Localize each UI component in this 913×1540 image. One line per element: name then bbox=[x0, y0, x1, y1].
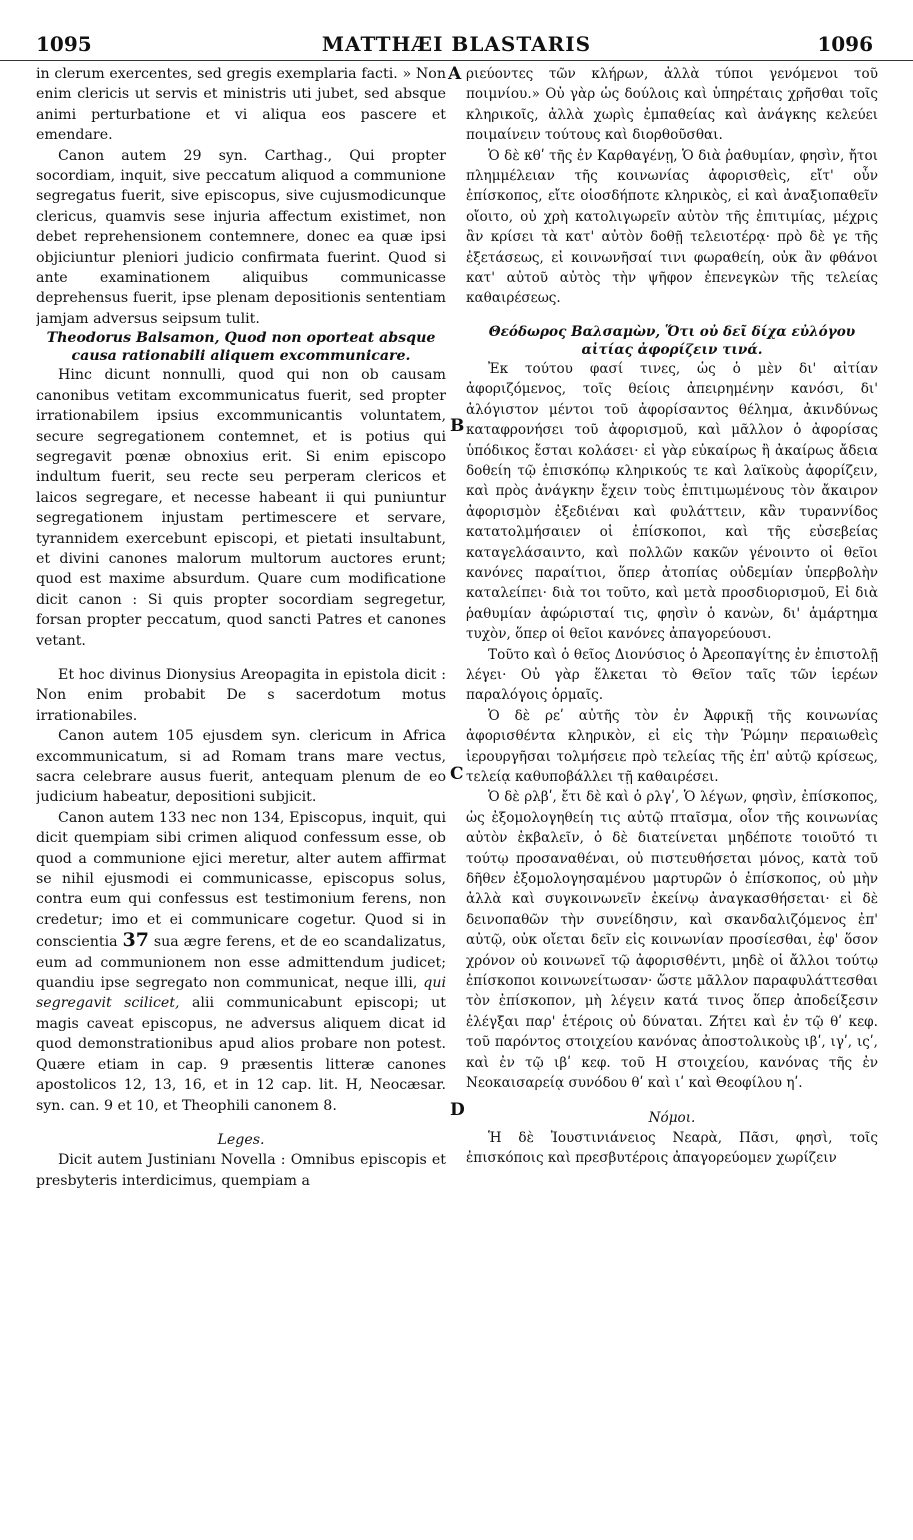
greek-paragraph: ριεύοντες τῶν κλήρων, ἀλλὰ τύποι γενόμενοι τοῦ ποιμνίου.» Οὐ γὰρ ὡς δούλοις καὶ ὑπηρέταις χρῆσθαι τοῖς κληρικοῖς, ἀλλὰ χωρὶς ἐμπαθείας καὶ ἀνάγκης κελεύει ποιμαίνειν τούτους καὶ διορθοῦσθαι. bbox=[466, 66, 878, 144]
greek-paragraph: Ἐκ τούτου φασί τινες, ὡς ὁ μὲν δι' αἰτίαν ἀφοριζόμενος, τοῖς θείοις ἀπειρημένην κανόσι, δι' ἀλόγιστον μέντοι τοῦ ἀφορίσαντος θέλημα, ἀκινδύνως καταφρονήσει τοῦ ἀφορισμοῦ, καὶ μᾶλλον ὁ ἀφορίσας ὑπόδικος ἔσται κολάσει· εἰ γὰρ εὐκαίρως ἢ ἀκαίρως ἄδεια δοθείη τῷ ἐπισκόπῳ κληρικούς τε καὶ λαϊκοὺς ἀφορίζειν, καὶ πρὸς ἀνάγκην ἔχειν τοὺς ἐπιτιμωμένους τὸν ἄκαιρον ἀφορισμὸν ἐξεδιέναι καὶ φυλάττειν, κἂν τυραννίδος κατατολμήσαιεν οἱ ἐπίσκοποι, καὶ τῆς εὐσεβείας καταγελάσαιντο, καὶ πολλῶν κακῶν γένοιντο οἱ θεῖοι κανόνες παραίτιοι, ὅπερ ἀτοπίας οὐδεμίαν ὑπερβολὴν καταλείπει· διὰ τοι τοῦτο, καὶ μετὰ προσδιορισμοῦ, Εἰ διὰ ῥαθυμίαν ἀφώρισταί τις, φησὶν ὁ κανὼν, δι' ἁμάρτημα τυχὸν, ὅπερ οἱ θεῖοι κανόνες ἀπαγορεύουσι. bbox=[466, 360, 878, 643]
margin-letter-d: D bbox=[450, 1100, 465, 1120]
latin-paragraph: Dicit autem Justinianı Novella : Omnibus episcopis et presbyteris interdicimus, quempiam a bbox=[36, 1152, 446, 1189]
running-title: MATTHÆI BLASTARIS bbox=[321, 32, 592, 56]
latin-text: Canon autem 133 nec non 134, Episcopus, inquit, qui dicit quempiam sibi crimen aliquod confessum esse, ob quod a communione ejici meretur, alter autem affirmat se nihil ejusmodi ei communicasse, episcopus solus, contra eum qui confessus est testimonium ferens, non credetur; imo et ei communicare cogetur. Quod si in conscientia bbox=[36, 809, 446, 951]
margin-letter-a: A bbox=[448, 64, 462, 84]
greek-paragraph: Ὁ δὲ κθʹ τῆς ἐν Καρθαγένῃ, Ὁ διὰ ῥαθυμίαν, φησὶν, ἤτοι πλημμέλειαν τῆς κοινωνίας ἀφορισθεὶς, εἴτ' οὖν ἐπίσκοπος, εἴτε οἱοσδήποτε κληρικὸς, εἰ καὶ ἀναξιοπαθεῖν οἴοιτο, οὐ χρὴ κατολιγωρεῖν αὐτὸν τῆς ἐπιτιμίας, μέχρις ἂν κρίσει τὰ κατ' αὐτὸν δοθῇ τελειοτέρᾳ· πρὸ δὲ γε τῆς ἐξετάσεως, εἰ κοινωνῆσαί τινι φωραθείη, οὐκ ἂν φθάνοι κατ' αὐτοῦ αὐτὸς τὴν ψῆφον ἐπενεγκὼν τῆς τελείας καθαιρέσεως. bbox=[466, 147, 878, 307]
latin-paragraph: Et hoc divinus Dionysius Areopagita in epistola dicit : Non enim probabit De s sacerdotum motus irrationabiles. bbox=[36, 666, 446, 724]
running-header bbox=[0, 30, 913, 61]
latin-section-title: Theodorus Balsamon, Quod non oporteat absque causa rationabili aliquem excommunicare. bbox=[46, 330, 436, 365]
page-number-left: 1095 bbox=[36, 32, 92, 56]
latin-paragraph: Canon autem 105 ejusdem syn. clericum in Africa excommunicatum, si ad Romam trans mare vectus, sacra celebrare ausus fuerit, antequam plenum de eo judicium habeatur, depositioni subjicit. bbox=[36, 728, 446, 806]
latin-paragraph: in clerum exercentes, sed gregis exemplaria facti. » Non enim clericis ut servis et ministris uti jubet, sed absque animi perturbatione et vi aliqua eos pascere et emendare. bbox=[36, 66, 446, 144]
greek-paragraph: Τοῦτο καὶ ὁ θεῖος Διονύσιος ὁ Ἀρεοπαγίτης ἐν ἐπιστολῇ λέγει· Οὐ γὰρ ἕλκεται τὸ Θεῖον ταῖς τῶν ἱερέων παραλόγοις ὁρμαῖς. bbox=[466, 646, 878, 704]
greek-paragraph: Ὁ δὲ ρλβʹ, ἔτι δὲ καὶ ὁ ρλγʹ, Ὁ λέγων, φησὶν, ἐπίσκοπος, ὡς ἐξομολογηθείη τις αὐτῷ πταῖσμα, οἷον τῆς κοινωνίας αὐτὸν ἐκβαλεῖν, ὁ δὲ διατείνεται μηδέποτε τοιοῦτό τι τούτῳ προσαναθέναι, οὐ πιστευθήσεται μόνος, κατὰ τοῦ δῆθεν ἐξομολογησαμένου μαρτυρῶν ὁ ἐπίσκοπος, οὐ μὴν ἀλλὰ καὶ συγκοινωνεῖν ἐκείνῳ ἀναγκασθήσεται· εἰ δὲ δεινοπαθῶν τὴν συνείδησιν, καὶ σκανδαλιζόμενος ἐπ' αὐτῷ, οὐκ οἴεται δεῖν εἰς κοινωνίαν προσίεσθαι, ἐφ' ὅσον χρόνον οὐ κοινωνεῖ τῷ ἀφορισθέντι, μηδὲ οἱ ἄλλοι τούτῳ ἐπίσκοποι κοινωνείτωσαν· ὥστε μᾶλλον παραφυλάττεσθαι τὸν ἐπίσκοπον, μὴ λέγειν κατά τινος ὅπερ ἀποδείξεσιν ἐλέγξαι παρ' ἑτέροις οὐ δύναται. Ζήτει καὶ ἐν τῷ θʹ κεφ. τοῦ παρόντος στοιχείου κανόνας ἀποστολικοὺς ιβʹ, ιγʹ, ιςʹ, καὶ ἐν τῷ ιβʹ κεφ. τοῦ Η στοιχείου, κανόνας τῆς ἐν Νεοκαισαρείᾳ συνόδου θʹ καὶ ιʹ καὶ Θεοφίλου ηʹ. bbox=[466, 789, 878, 1092]
latin-column bbox=[36, 64, 446, 1522]
latin-paragraph bbox=[36, 808, 446, 1116]
margin-letter-c: C bbox=[450, 764, 464, 784]
latin-italic-text: qui segregavit scilicet, bbox=[36, 975, 446, 1012]
latin-text: sua ægre ferens, et de eo scandalizatus, eum ad communionem non esse admittendum judicet; quandiu ipse segregato non communicat, neque illi, bbox=[36, 934, 446, 992]
greek-paragraph: Ἡ δὲ Ἰουστινιάνειος Νεαρὰ, Πᾶσι, φησὶ, τοῖς ἐπισκόποις καὶ πρεσβυτέροις ἀπαγορεύομεν χωρίζειν bbox=[466, 1129, 878, 1167]
latin-text: alii communicabunt episcopi; ut magis caveat episcopus, ne adversus aliquem dicat id quod demonstrationibus apud alios probare non potest. Quære etiam in cap. 9 præsentis litteræ canones apostolicos 12, 13, 16, et in 12 cap. lit. H, Neocæsar. syn. can. 9 et 10, et Theophili canonem 8. bbox=[36, 995, 446, 1114]
margin-letter-b: B bbox=[450, 416, 465, 436]
greek-column bbox=[466, 64, 878, 1522]
latin-paragraph: Canon autem 29 syn. Carthag., Qui propter socordiam, inquit, sive peccatum aliquod a communione segregatus fuerit, sive episcopus, sive cujusmodicunque clericus, quamvis sese injuria affectum existimet, non debet reprehensionem contemnere, donec ea quæ ipsi objiciuntur pleniori judicio confirmata fuerint. Quod si ante examinationem aliquibus communicasse deprehensus fuerit, ipse plenam depositionis sententiam jamjam adversus seipsum tulit. bbox=[36, 147, 446, 327]
page-number-right: 1096 bbox=[817, 32, 873, 56]
latin-paragraph: Hinc dicunt nonnulli, quod qui non ob causam canonibus vetitam excommunicatus fuerit, sed propter irrationabilem ipsius excommunicantis voluntatem, secure segregationem contemnet, et is potius qui segregavit pœnæ obnoxius erit. Si enim episcopo indultum fuerit, seu recte seu perperam clericos et laicos segregare, et necesse habeant ii qui puniuntur segregationem injustam pertimescere et servare, tyrannidem exercebunt episcopi, et pietati insultabunt, et divini canones malorum multorum auctores erunt; quod est maxime absurdum. Quare cum modificatione dicit canon : Si quis propter socordiam segregetur, forsan propter peccatum, quod sancti Patres et canones vetant. bbox=[36, 367, 446, 649]
latin-heading-leges: Leges. bbox=[217, 1131, 265, 1148]
greek-section-title: Θεόδωρος Βαλσαμὼν, Ὅτι οὐ δεῖ δίχα εὐλόγου αἰτίας ἀφορίζειν τινά. bbox=[488, 323, 856, 358]
greek-heading-nomoi: Νόμοι. bbox=[648, 1109, 696, 1126]
column-number: 37 bbox=[122, 929, 149, 952]
greek-paragraph: Ὁ δὲ ρεʹ αὐτῆς τὸν ἐν Ἀφρικῇ τῆς κοινωνίας ἀφορισθέντα κληρικὸν, εἰ εἰς τὴν Ῥώμην περαιωθεὶς ἱερουργῆσαι τολμήσειε πρὸ τελείας τῆς ἐπ' αὐτῷ κρίσεως, τελείᾳ καθυποβάλλει τῇ καθαιρέσει. bbox=[466, 707, 878, 785]
